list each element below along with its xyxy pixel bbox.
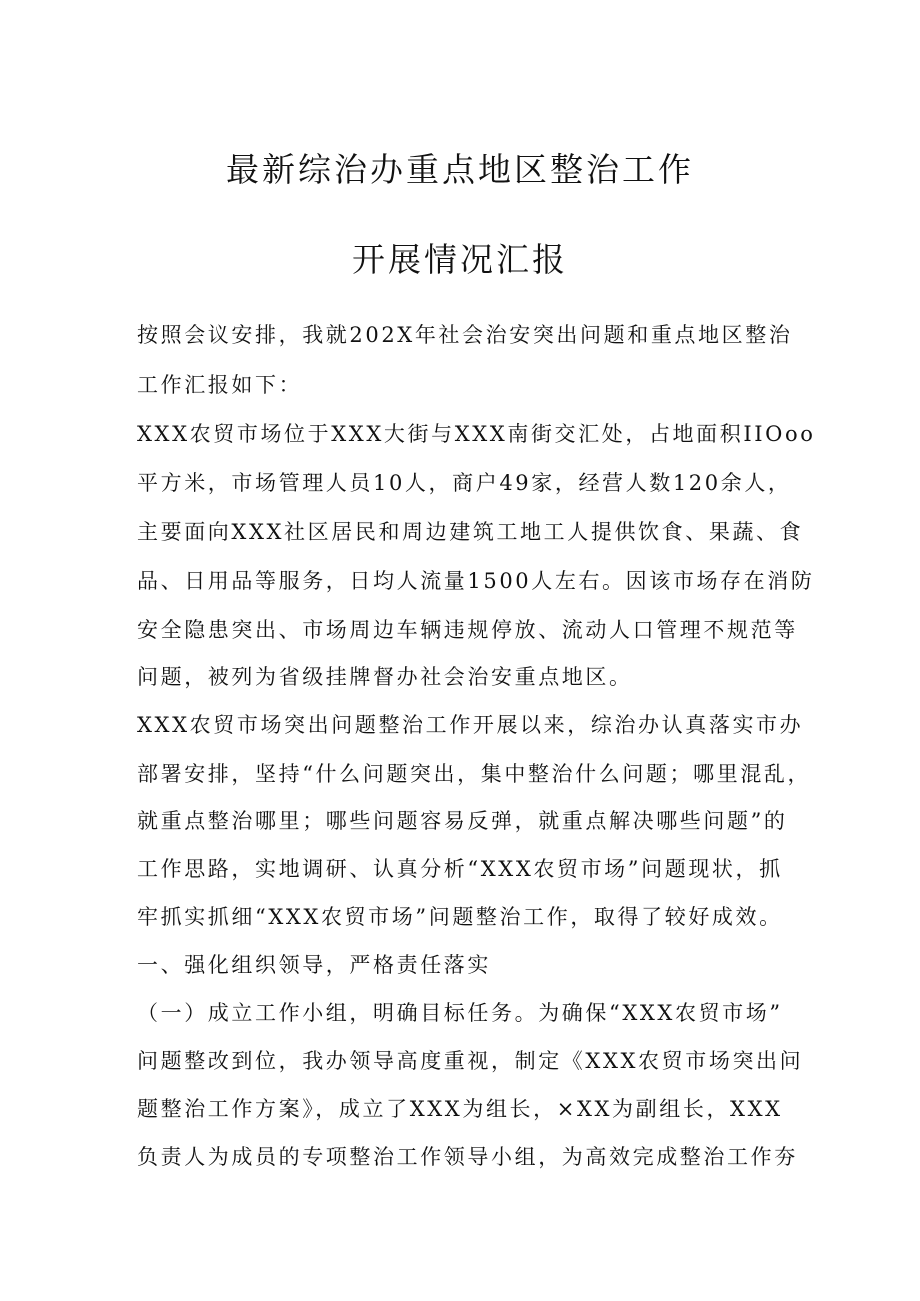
document-title-line-1: 最新综治办重点地区整治工作 bbox=[226, 150, 694, 189]
body-line: 就重点整治哪里；哪些问题容易反弹，就重点解决哪些问题”的 bbox=[137, 809, 788, 833]
body-line: 问题，被列为省级挂牌督办社会治安重点地区。 bbox=[137, 665, 633, 689]
body-line: 题整治工作方案》，成立了XXX为组长，×XX为副组长，XXX bbox=[137, 1097, 783, 1121]
body-line: XXX农贸市场突出问题整治工作开展以来，综治办认真落实市办 bbox=[137, 713, 804, 737]
body-line: 平方米，市场管理人员10人，商户49家，经营人数120余人， bbox=[137, 471, 792, 495]
document-title-line-2: 开展情况汇报 bbox=[352, 240, 568, 279]
body-line: 牢抓实抓细“XXX农贸市场”问题整治工作，取得了较好成效。 bbox=[137, 905, 783, 929]
body-line: 部署安排，坚持“什么问题突出，集中整治什么问题；哪里混乱， bbox=[137, 762, 812, 786]
subsection-heading-line: （一）成立工作小组，明确目标任务。为确保“XXX农贸市场” bbox=[137, 1001, 783, 1025]
body-line: 负责人为成员的专项整治工作领导小组，为高效完成整治工作夯 bbox=[137, 1145, 798, 1169]
body-line: 按照会议安排，我就202X年社会治安突出问题和重点地区整治 bbox=[137, 323, 793, 347]
section-heading: 一、强化组织领导，严格责任落实 bbox=[137, 953, 491, 977]
body-line: 主要面向XXX社区居民和周边建筑工地工人提供饮食、果蔬、食 bbox=[137, 520, 804, 544]
body-line: XXX农贸市场位于XXX大街与XXX南街交汇处，占地面积IIOoo bbox=[137, 422, 816, 446]
body-line: 品、日用品等服务，日均人流量1500人左右。因该市场存在消防 bbox=[137, 569, 815, 593]
body-line: 安全隐患突出、市场周边车辆违规停放、流动人口管理不规范等 bbox=[137, 618, 798, 642]
body-line: 问题整改到位，我办领导高度重视，制定《XXX农贸市场突出问 bbox=[137, 1049, 804, 1073]
body-line: 工作汇报如下： bbox=[137, 373, 303, 397]
body-line: 工作思路，实地调研、认真分析“XXX农贸市场”问题现状，抓 bbox=[137, 857, 783, 881]
